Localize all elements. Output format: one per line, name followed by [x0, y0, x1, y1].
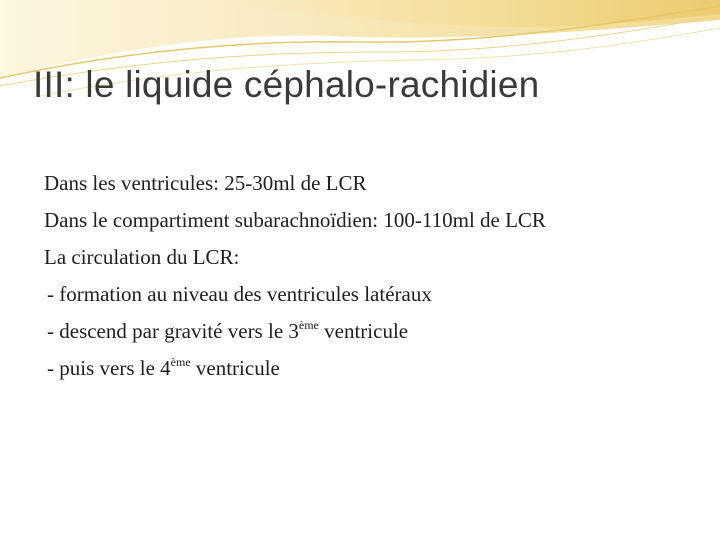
slide-title: III: le liquide céphalo-rachidien	[33, 64, 540, 105]
bullet-item	[22, 239, 702, 276]
sub-item	[22, 313, 702, 350]
sub-item-text: ventricule	[190, 356, 280, 380]
bullet-text: Dans les ventricules: 25-30ml de LCR	[44, 171, 367, 195]
sub-item-text: - puis vers le 4	[47, 356, 171, 380]
superscript: ème	[298, 318, 319, 332]
bullet-text: La circulation du LCR:	[44, 245, 240, 269]
superscript: ème	[170, 355, 191, 369]
bullet-item	[22, 202, 702, 239]
slide-content	[22, 165, 702, 387]
sub-item-text: - formation au niveau des ventricules latéraux	[47, 282, 432, 306]
bullet-text: Dans le compartiment subarachnoïdien: 100-110ml de LCR	[44, 208, 546, 232]
sub-item	[22, 350, 702, 387]
bullet-item	[22, 165, 702, 202]
sub-item	[22, 276, 702, 313]
sub-item-text: ventricule	[318, 319, 409, 343]
sub-item-text: - descend par gravité vers le 3	[47, 319, 299, 343]
